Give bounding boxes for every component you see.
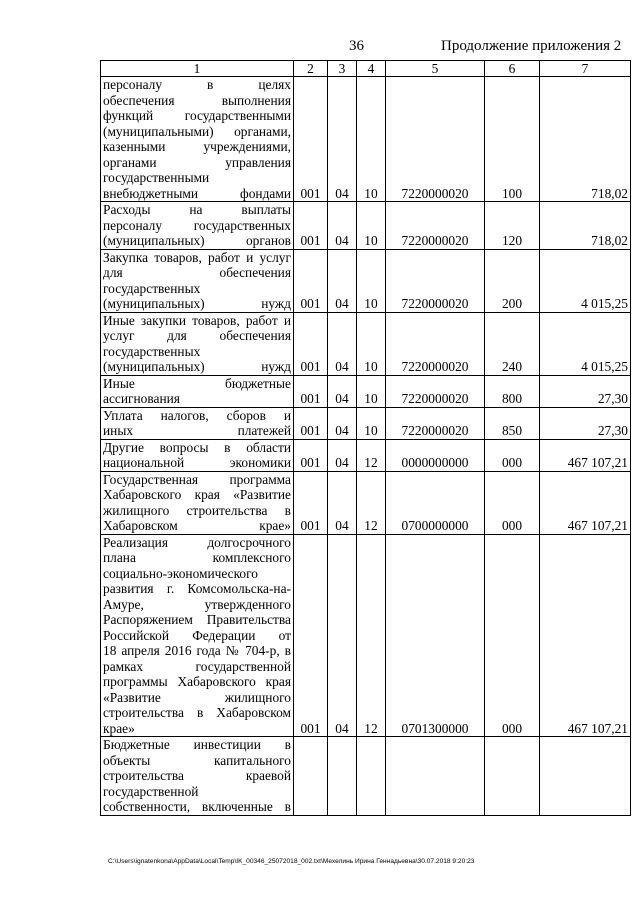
continuation-label: Продолжение приложения 2 [441, 38, 622, 54]
footer-file-path: C:\Users\ignatenkona\AppData\Local\Temp\IK_00346_25072018_002.txt\Мехелинь Ирина Геннадьевна\30.07.2018 9:20:23 [108, 858, 475, 865]
row-description [101, 737, 294, 816]
column-number: 7 [540, 61, 631, 77]
description-line: Бюджетные инвестиции в [103, 737, 291, 752]
ministry-code: 001 [294, 202, 328, 250]
row-description [101, 375, 294, 407]
subsection-code: 12 [357, 534, 386, 737]
description-line: собственности, включенные в [103, 799, 291, 814]
amount: 467 107,21 [540, 534, 631, 737]
description-line: Амуре, утвержденного [103, 596, 291, 612]
description-line: функций государственными [103, 108, 291, 123]
description-line: программы Хабаровского края [103, 674, 291, 689]
description-line: обеспечения выполнения [103, 92, 291, 108]
expense-type-code: 100 [485, 77, 540, 202]
column-number-row [101, 61, 631, 77]
ministry-code: 001 [294, 375, 328, 407]
description-line: крае» [103, 720, 135, 736]
description-line: (муниципальных) нужд [103, 359, 291, 374]
subsection-code: 10 [357, 202, 386, 250]
table-row [101, 737, 631, 816]
description-line: 18 апреля 2016 года № 704-р, в [103, 643, 291, 658]
ministry-code: 001 [294, 439, 328, 471]
row-description [101, 439, 294, 471]
amount: 27,30 [540, 375, 631, 407]
table-row [101, 249, 631, 312]
section-code: 04 [328, 439, 357, 471]
table-row [101, 471, 631, 534]
section-code: 04 [328, 77, 357, 202]
section-code: 04 [328, 312, 357, 375]
description-line: ассигнования [103, 391, 180, 406]
subsection-code: 10 [357, 77, 386, 202]
row-description [101, 77, 294, 202]
table-row [101, 77, 631, 202]
description-line: внебюджетными фондами [103, 185, 291, 201]
section-code: 04 [328, 471, 357, 534]
description-line: Иные закупки товаров, работ и [103, 312, 291, 328]
expense-type-code: 120 [485, 202, 540, 250]
table-row [101, 407, 631, 439]
description-line: строительства в Хабаровском [103, 705, 291, 720]
table-row [101, 439, 631, 471]
target-article-code: 0700000000 [386, 471, 485, 534]
row-description [101, 534, 294, 737]
description-line: плана комплексного [103, 550, 291, 565]
table-row [101, 534, 631, 737]
row-description [101, 312, 294, 375]
description-line: иных платежей [103, 423, 291, 438]
section-code [328, 737, 357, 816]
description-line: Закупка товаров, работ и услуг [103, 249, 291, 265]
ministry-code: 001 [294, 249, 328, 312]
amount: 718,02 [540, 77, 631, 202]
page-number: 36 [349, 38, 364, 54]
description-line: (муниципальными) органами, [103, 123, 291, 139]
description-line: рамках государственной [103, 658, 291, 674]
expense-type-code: 200 [485, 249, 540, 312]
description-line: национальной экономики [103, 455, 291, 470]
description-line: жилищного строительства в [103, 502, 291, 518]
amount: 467 107,21 [540, 471, 631, 534]
subsection-code: 10 [357, 249, 386, 312]
target-article-code: 7220000020 [386, 249, 485, 312]
description-line: строительства краевой [103, 768, 291, 783]
ministry-code: 001 [294, 77, 328, 202]
description-line: государственной [103, 783, 199, 799]
description-line: персоналу государственных [103, 217, 291, 233]
amount: 467 107,21 [540, 439, 631, 471]
ministry-code: 001 [294, 471, 328, 534]
target-article-code: 7220000020 [386, 77, 485, 202]
description-line: объекты капитального [103, 752, 291, 768]
target-article-code: 0000000000 [386, 439, 485, 471]
amount: 718,02 [540, 202, 631, 250]
expense-type-code: 000 [485, 471, 540, 534]
ministry-code: 001 [294, 407, 328, 439]
amount: 4 015,25 [540, 249, 631, 312]
target-article-code: 7220000020 [386, 202, 485, 250]
description-line: Другие вопросы в области [103, 439, 291, 455]
section-code: 04 [328, 407, 357, 439]
description-line: Расходы на выплаты [103, 202, 291, 217]
description-line: развития г. Комсомольска-на- [103, 581, 291, 596]
expense-type-code: 000 [485, 439, 540, 471]
target-article-code: 7220000020 [386, 407, 485, 439]
section-code: 04 [328, 534, 357, 737]
expense-type-code [485, 737, 540, 816]
description-line: Российской Федерации от [103, 627, 291, 643]
subsection-code: 10 [357, 407, 386, 439]
description-line: государственных [103, 280, 201, 296]
target-article-code: 7220000020 [386, 312, 485, 375]
subsection-code: 12 [357, 439, 386, 471]
description-line: государственных [103, 343, 201, 359]
description-line: органами управления [103, 154, 291, 170]
budget-table [100, 60, 631, 816]
description-line: «Развитие жилищного [103, 689, 291, 705]
table-row [101, 375, 631, 407]
target-article-code [386, 737, 485, 816]
description-line: социально-экономического [103, 565, 258, 581]
column-number: 5 [386, 61, 485, 77]
column-number: 4 [357, 61, 386, 77]
row-description [101, 202, 294, 250]
row-description [101, 471, 294, 534]
target-article-code: 7220000020 [386, 375, 485, 407]
column-number: 6 [485, 61, 540, 77]
description-line: Иные бюджетные [103, 375, 291, 391]
table-row [101, 312, 631, 375]
section-code: 04 [328, 202, 357, 250]
subsection-code: 10 [357, 375, 386, 407]
table-row [101, 202, 631, 250]
description-line: казенными учреждениями, [103, 139, 291, 154]
description-line: (муниципальных) органов [103, 233, 291, 248]
description-line: Уплата налогов, сборов и [103, 407, 291, 423]
section-code: 04 [328, 375, 357, 407]
ministry-code: 001 [294, 312, 328, 375]
row-description [101, 249, 294, 312]
expense-type-code: 000 [485, 534, 540, 737]
row-description [101, 407, 294, 439]
section-code: 04 [328, 249, 357, 312]
column-number: 2 [294, 61, 328, 77]
description-line: Хабаровском крае» [103, 518, 291, 533]
amount: 27,30 [540, 407, 631, 439]
description-line: Реализация долгосрочного [103, 534, 291, 550]
subsection-code [357, 737, 386, 816]
expense-type-code: 240 [485, 312, 540, 375]
ministry-code [294, 737, 328, 816]
description-line: Хабаровского края «Развитие [103, 487, 291, 502]
subsection-code: 12 [357, 471, 386, 534]
expense-type-code: 850 [485, 407, 540, 439]
description-line: Распоряжением Правительства [103, 612, 291, 627]
amount: 4 015,25 [540, 312, 631, 375]
description-line: (муниципальных) нужд [103, 296, 291, 311]
description-line: услуг для обеспечения [103, 328, 291, 343]
description-line: персоналу в целях [103, 77, 291, 92]
column-number: 3 [328, 61, 357, 77]
ministry-code: 001 [294, 534, 328, 737]
column-number: 1 [101, 61, 294, 77]
subsection-code: 10 [357, 312, 386, 375]
amount [540, 737, 631, 816]
description-line: Государственная программа [103, 471, 291, 487]
description-line: для обеспечения [103, 265, 291, 280]
description-line: государственными [103, 170, 210, 185]
target-article-code: 0701300000 [386, 534, 485, 737]
expense-type-code: 800 [485, 375, 540, 407]
